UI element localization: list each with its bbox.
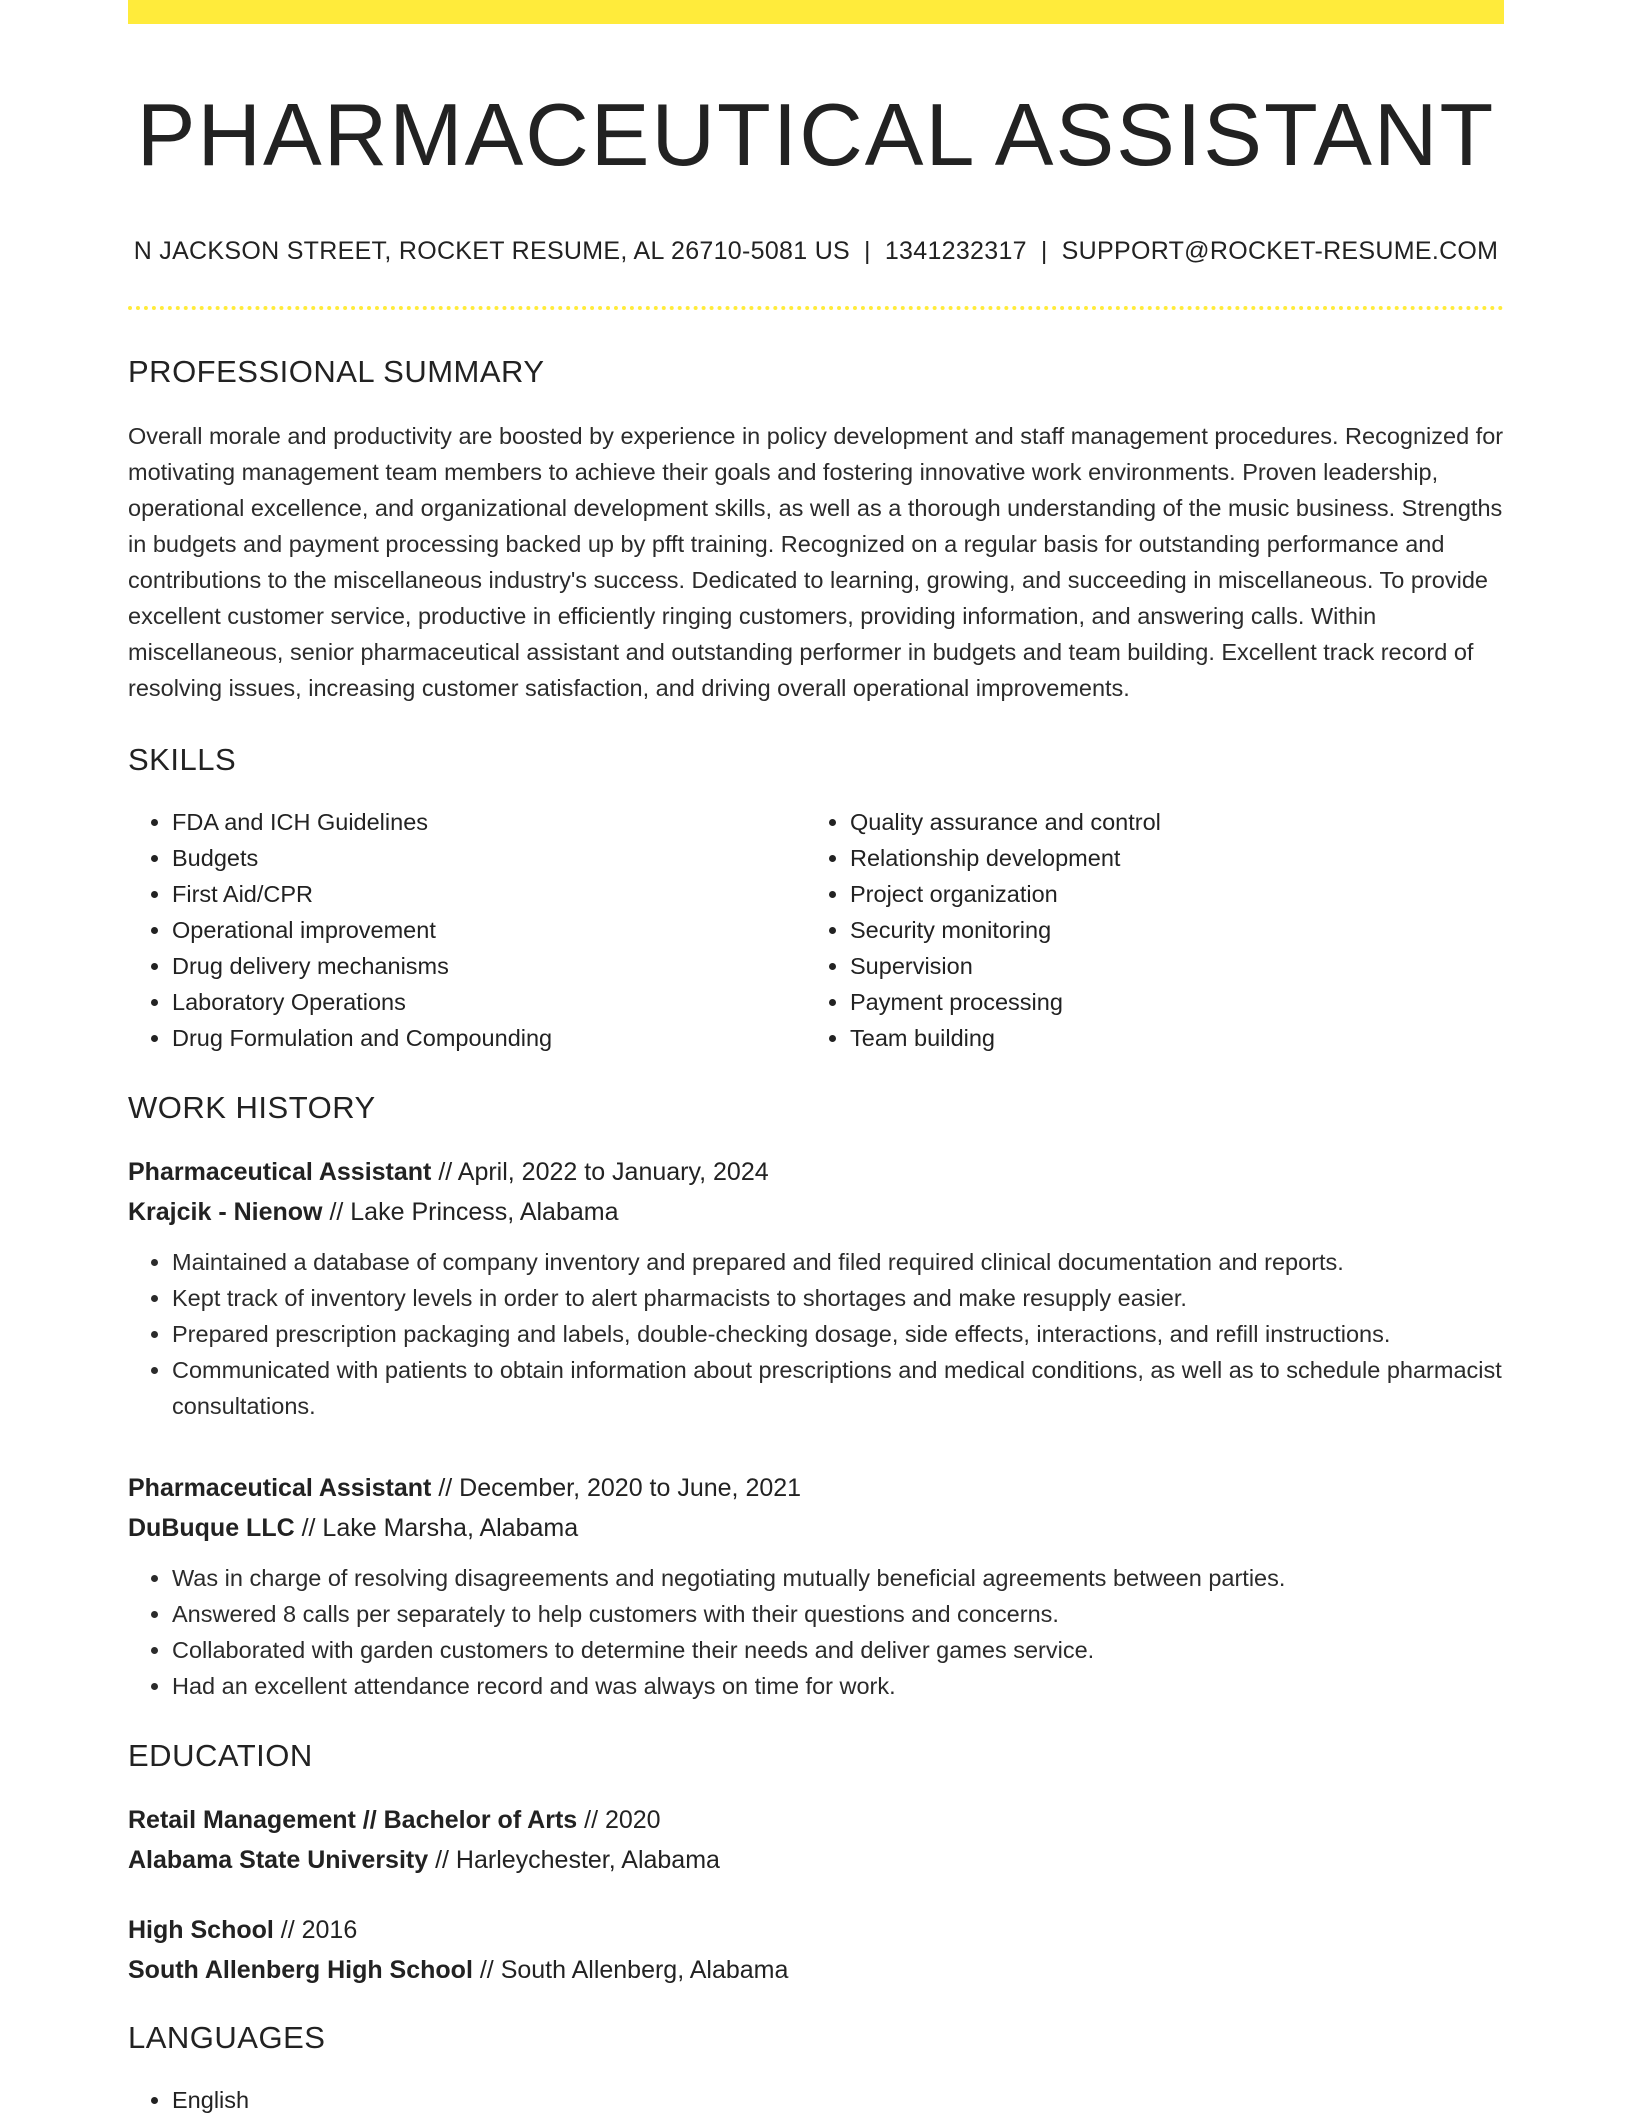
job-duty: • Had an excellent attendance record and was always on time for work. bbox=[172, 1668, 1504, 1704]
education-school: South Allenberg High School bbox=[128, 1956, 473, 1985]
skill-item: • Supervision bbox=[850, 948, 1484, 984]
skill-item: • FDA and ICH Guidelines bbox=[172, 804, 806, 840]
skills-list bbox=[128, 804, 1504, 1056]
skill-item: • Laboratory Operations bbox=[172, 984, 806, 1020]
contact-line bbox=[128, 237, 1504, 266]
job-company: Krajcik - Nienow bbox=[128, 1198, 323, 1227]
contact-phone[interactable]: 1341232317 bbox=[884, 237, 1027, 266]
skills-heading: SKILLS bbox=[128, 742, 237, 778]
languages-list bbox=[128, 2082, 1504, 2118]
job-duty: • Kept track of inventory levels in order to alert pharmacists to shortages and make resupply easier. bbox=[172, 1280, 1504, 1316]
education-heading: EDUCATION bbox=[128, 1738, 313, 1774]
job-entry bbox=[128, 1468, 1504, 1704]
skill-item: • Budgets bbox=[172, 840, 806, 876]
language-item: • English bbox=[172, 2082, 1504, 2118]
contact-separator: | bbox=[864, 237, 871, 266]
job-title-line bbox=[128, 1152, 1504, 1192]
skill-item: • Payment processing bbox=[850, 984, 1484, 1020]
job-duty: • Collaborated with garden customers to determine their needs and deliver games service. bbox=[172, 1632, 1504, 1668]
education-degree-line bbox=[128, 1910, 1504, 1950]
education-school-line bbox=[128, 1840, 1504, 1880]
job-company-line bbox=[128, 1192, 1504, 1232]
skills-column-left bbox=[128, 804, 806, 1056]
skills-column-right bbox=[806, 804, 1484, 1056]
skill-item: • Drug delivery mechanisms bbox=[172, 948, 806, 984]
contact-email[interactable]: SUPPORT@ROCKET-RESUME.COM bbox=[1061, 237, 1499, 266]
education-year: // 2016 bbox=[273, 1916, 358, 1945]
resume-title: PHARMACEUTICAL ASSISTANT bbox=[136, 85, 1496, 184]
skill-item: • First Aid/CPR bbox=[172, 876, 806, 912]
job-duties bbox=[128, 1244, 1504, 1424]
job-title: Pharmaceutical Assistant bbox=[128, 1474, 432, 1503]
education-degree-line bbox=[128, 1800, 1504, 1840]
job-location: // Lake Princess, Alabama bbox=[322, 1198, 619, 1227]
resume-page bbox=[128, 0, 1504, 2118]
summary-text: Overall morale and productivity are boosted by experience in policy development and staff management procedures. Recognized for motivating management team members to achieve their goals and fostering innovative work environments. Proven leadership, operational excellence, and organizational development skills, as well as a thorough understanding of the music business. Strengths in budgets and payment processing backed up by pfft training. Recognized on a regular basis for outstanding performance and contributions to the miscellaneous industry's success. Dedicated to learning, growing, and succeeding in miscellaneous. To provide excellent customer service, productive in efficiently ringing customers, providing information, and answering calls. Within miscellaneous, senior pharmaceutical assistant and outstanding performer in budgets and team building. Excellent track record of resolving issues, increasing customer satisfaction, and driving overall operational improvements. bbox=[128, 423, 1504, 702]
education-school-line bbox=[128, 1950, 1504, 1990]
job-duties bbox=[128, 1560, 1504, 1704]
skill-item: • Operational improvement bbox=[172, 912, 806, 948]
skill-item: • Security monitoring bbox=[850, 912, 1484, 948]
job-duty: • Prepared prescription packaging and labels, double-checking dosage, side effects, interactions, and refill instructions. bbox=[172, 1316, 1504, 1352]
job-duty: • Communicated with patients to obtain information about prescriptions and medical conditions, as well as to schedule pharmacist consultations. bbox=[172, 1352, 1504, 1424]
job-title: Pharmaceutical Assistant bbox=[128, 1158, 432, 1187]
job-entry bbox=[128, 1152, 1504, 1424]
education-entry bbox=[128, 1910, 1504, 1990]
skill-item: • Team building bbox=[850, 1020, 1484, 1056]
education-year: // 2020 bbox=[577, 1806, 661, 1835]
header-divider bbox=[128, 306, 1504, 310]
job-company-line bbox=[128, 1508, 1504, 1548]
skill-item: • Relationship development bbox=[850, 840, 1484, 876]
job-dates: // April, 2022 to January, 2024 bbox=[431, 1158, 769, 1187]
languages-heading: LANGUAGES bbox=[128, 2020, 326, 2056]
education-entry bbox=[128, 1800, 1504, 1880]
summary-heading: PROFESSIONAL SUMMARY bbox=[128, 354, 545, 390]
contact-address: N JACKSON STREET, ROCKET RESUME, AL 26710-5081 US bbox=[133, 237, 851, 266]
skill-item: • Quality assurance and control bbox=[850, 804, 1484, 840]
job-title-line bbox=[128, 1468, 1504, 1508]
education-school: Alabama State University bbox=[128, 1846, 429, 1875]
education-degree: High School bbox=[128, 1916, 274, 1945]
education-location: // South Allenberg, Alabama bbox=[472, 1956, 789, 1985]
contact-separator: | bbox=[1040, 237, 1048, 266]
work-history-heading: WORK HISTORY bbox=[128, 1090, 376, 1126]
skill-item: • Drug Formulation and Compounding bbox=[172, 1020, 806, 1056]
job-dates: // December, 2020 to June, 2021 bbox=[431, 1474, 802, 1503]
education-degree: Retail Management // Bachelor of Arts bbox=[128, 1806, 578, 1835]
top-accent-bar bbox=[128, 0, 1504, 24]
skill-item: • Project organization bbox=[850, 876, 1484, 912]
job-duty: • Was in charge of resolving disagreements and negotiating mutually beneficial agreements between parties. bbox=[172, 1560, 1504, 1596]
job-location: // Lake Marsha, Alabama bbox=[294, 1514, 579, 1543]
job-duty: • Answered 8 calls per separately to help customers with their questions and concerns. bbox=[172, 1596, 1504, 1632]
education-location: // Harleychester, Alabama bbox=[428, 1846, 720, 1875]
job-company: DuBuque LLC bbox=[128, 1514, 295, 1543]
job-duty: • Maintained a database of company inventory and prepared and filed required clinical documentation and reports. bbox=[172, 1244, 1504, 1280]
